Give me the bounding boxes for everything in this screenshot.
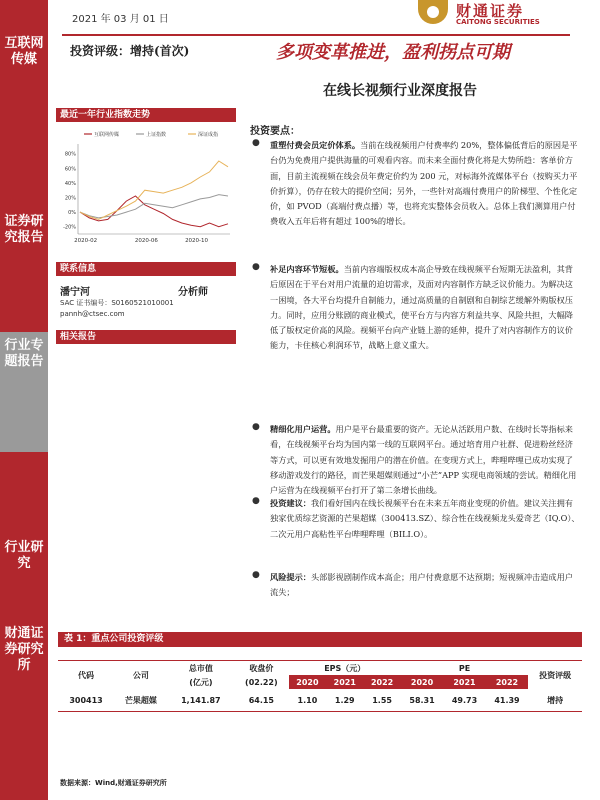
analyst-name: 潘宁河 bbox=[60, 287, 90, 298]
analyst-cert: SAC 证书编号：S0160521010001 bbox=[60, 299, 174, 307]
bullet-icon: ● bbox=[252, 138, 260, 148]
header-year: 2020 bbox=[401, 675, 443, 689]
analyst-email[interactable]: pannh@ctsec.com bbox=[60, 310, 125, 318]
legend-label: 互联网传媒 bbox=[94, 132, 120, 138]
header-year: 2021 bbox=[326, 675, 363, 689]
bullet-text: 精细化用户运营。用户是平台最重要的资产。无论从活跃用户数、在线时长等指标来看，在线视频平台均为国内第一线的互联网平台。通过培育用户社群、促进粉丝经济等方式，可以更有效地发掘用户的潜在价值。在变现方式上，哔哩哔哩已成功实现了移动游戏发行的路径，而芒果超媒则通过“小芒”APP 实现电商领域的尝试。精细化用户运营为在线视频平台打开了第二条增长曲线。 bbox=[270, 424, 577, 496]
report-headline: 多项变革推进，盈利拐点可期 bbox=[276, 42, 510, 63]
cell-company: 芒果超媒 bbox=[124, 695, 157, 705]
header-close-date: (02.22) bbox=[245, 677, 278, 687]
chart-section-title: 最近一年行业指数走势 bbox=[56, 108, 236, 122]
series-line bbox=[80, 196, 228, 227]
bullet-text: 补足内容环节短板。当前内容端版权成本高企导致在线视频平台短期无法盈利，其背后原因在于平台对用户流量的迫切需求，及面对内容制作方缺乏议价能力。为解决这一困境，各大平台均提升自制能力，通过高质量的自制剧和自制综艺缓解外购版权压力。同时，应用分账剧的商业模式，使平台方与内容方利益共享、风险共担，大幅降低了版权定价高的风险。视频平台向产业链上游的延伸，提升了对内容制作方的议价能力，卡住核心利润环节，战略上意义重大。 bbox=[270, 264, 573, 351]
legend-label: 上证指数 bbox=[146, 132, 167, 138]
x-tick-label: 2020-10 bbox=[185, 238, 209, 244]
cell-pe: 58.31 bbox=[409, 695, 435, 705]
report-subtitle: 在线长视频行业深度报告 bbox=[323, 83, 477, 99]
contact-section-title: 联系信息 bbox=[56, 262, 236, 276]
header-close: 收盘价 bbox=[249, 663, 274, 673]
series-line bbox=[80, 161, 228, 219]
header-divider bbox=[62, 34, 570, 36]
analyst-title: 分析师 bbox=[178, 287, 208, 298]
logo-en-text: CAITONG SECURITIES bbox=[456, 18, 540, 26]
sidebar-institute: 财通证券研究所 bbox=[4, 626, 44, 673]
cell-market-cap: 1,141.87 bbox=[181, 695, 221, 705]
logo-cn-text: 财通证券 bbox=[456, 2, 525, 20]
y-tick-label: 20% bbox=[64, 195, 76, 202]
cell-rating: 增持 bbox=[547, 695, 564, 705]
bullet-icon: ● bbox=[252, 422, 260, 432]
bullet-icon: ● bbox=[252, 496, 260, 506]
x-tick-label: 2020-02 bbox=[74, 238, 98, 244]
cell-pe: 49.73 bbox=[451, 695, 478, 705]
table-header-row bbox=[58, 661, 582, 676]
report-date: 2021 年 03 月 01 日 bbox=[72, 14, 169, 25]
bullet-text: 风险提示：头部影视剧制作成本高企；用户付费意愿不达预期；短视频冲击造成用户流失； bbox=[270, 572, 573, 598]
cell-eps: 1.55 bbox=[372, 695, 392, 705]
index-trend-chart bbox=[58, 128, 238, 254]
y-tick-label: -20% bbox=[63, 224, 76, 231]
cell-close: 64.15 bbox=[248, 695, 274, 705]
legend-label: 深证成指 bbox=[198, 132, 219, 138]
cell-eps: 1.29 bbox=[334, 695, 355, 705]
header-rating: 投资评级 bbox=[539, 670, 572, 680]
header-year: 2022 bbox=[486, 675, 528, 689]
related-section-title: 相关报告 bbox=[56, 330, 236, 344]
header-pe: PE bbox=[458, 663, 471, 673]
bullet-icon: ● bbox=[252, 262, 260, 272]
data-source: 数据来源：Wind,财通证券研究所 bbox=[60, 779, 167, 787]
key-points-title: 投资要点： bbox=[250, 126, 300, 137]
sidebar-industry: 互联网传媒 bbox=[4, 36, 44, 67]
x-tick-label: 2020-06 bbox=[134, 238, 158, 244]
bullet-icon: ● bbox=[252, 570, 260, 580]
header-year: 2022 bbox=[363, 675, 400, 689]
table-row bbox=[58, 689, 582, 712]
header-eps: EPS（元） bbox=[324, 663, 366, 673]
bullet-text: 重塑付费会员定价体系。当前在线视频用户付费率约 20%，整体偏低背后的原因是平台仍为免费用户提供海量的可观看内容。而未来全面付费化将是大势所趋：客单价方面，目前主流视频在线会员年费定价约为 200 元，对标海外流媒体平台（按购买力平价折算），仍存在较大的提价空间；另外，一些针对高端付费用户的阶梯型、个性化定价，如 PVOD（高端付费点播）等，也将充实整体会员收入。总体上我们测算用户付费收入五年后将有超过 100%的增长。 bbox=[270, 140, 578, 227]
table-title: 表 1：重点公司投资评级 bbox=[58, 632, 582, 647]
sidebar-category: 行业专题报告 bbox=[0, 332, 48, 452]
header-market-cap-unit: (亿元) bbox=[189, 677, 213, 687]
series-line bbox=[80, 195, 228, 218]
cell-pe: 41.39 bbox=[494, 695, 520, 705]
sidebar-footer: 行业研究 bbox=[4, 540, 44, 571]
investment-rating: 投资评级：增持(首次) bbox=[70, 44, 190, 58]
cell-eps: 1.10 bbox=[297, 695, 318, 705]
chart-svg bbox=[58, 128, 238, 254]
y-tick-label: 0% bbox=[68, 210, 76, 217]
sidebar-report-type: 证券研究报告 bbox=[4, 214, 44, 245]
company-logo bbox=[418, 0, 568, 30]
cell-code: 300413 bbox=[69, 695, 103, 705]
y-tick-label: 60% bbox=[64, 166, 76, 173]
header-code: 代码 bbox=[78, 670, 95, 680]
header-market-cap: 总市值 bbox=[188, 663, 213, 673]
header-year: 2021 bbox=[443, 675, 485, 689]
header-year: 2020 bbox=[289, 675, 326, 689]
bullet-text: 投资建议：我们看好国内在线长视频平台在未来五年商业变现的价值。建议关注拥有独家优质综艺资源的芒果超媒（300413.SZ）、综合性在线视频龙头爱奇艺（IQ.O）、二次元用户高粘性平台哔哩哔哩（BILI.O）。 bbox=[270, 498, 580, 539]
logo-icon bbox=[418, 0, 448, 24]
stock-rating-table bbox=[58, 660, 582, 712]
y-tick-label: 80% bbox=[64, 151, 76, 158]
header-company: 公司 bbox=[132, 670, 149, 680]
y-tick-label: 40% bbox=[64, 180, 76, 187]
